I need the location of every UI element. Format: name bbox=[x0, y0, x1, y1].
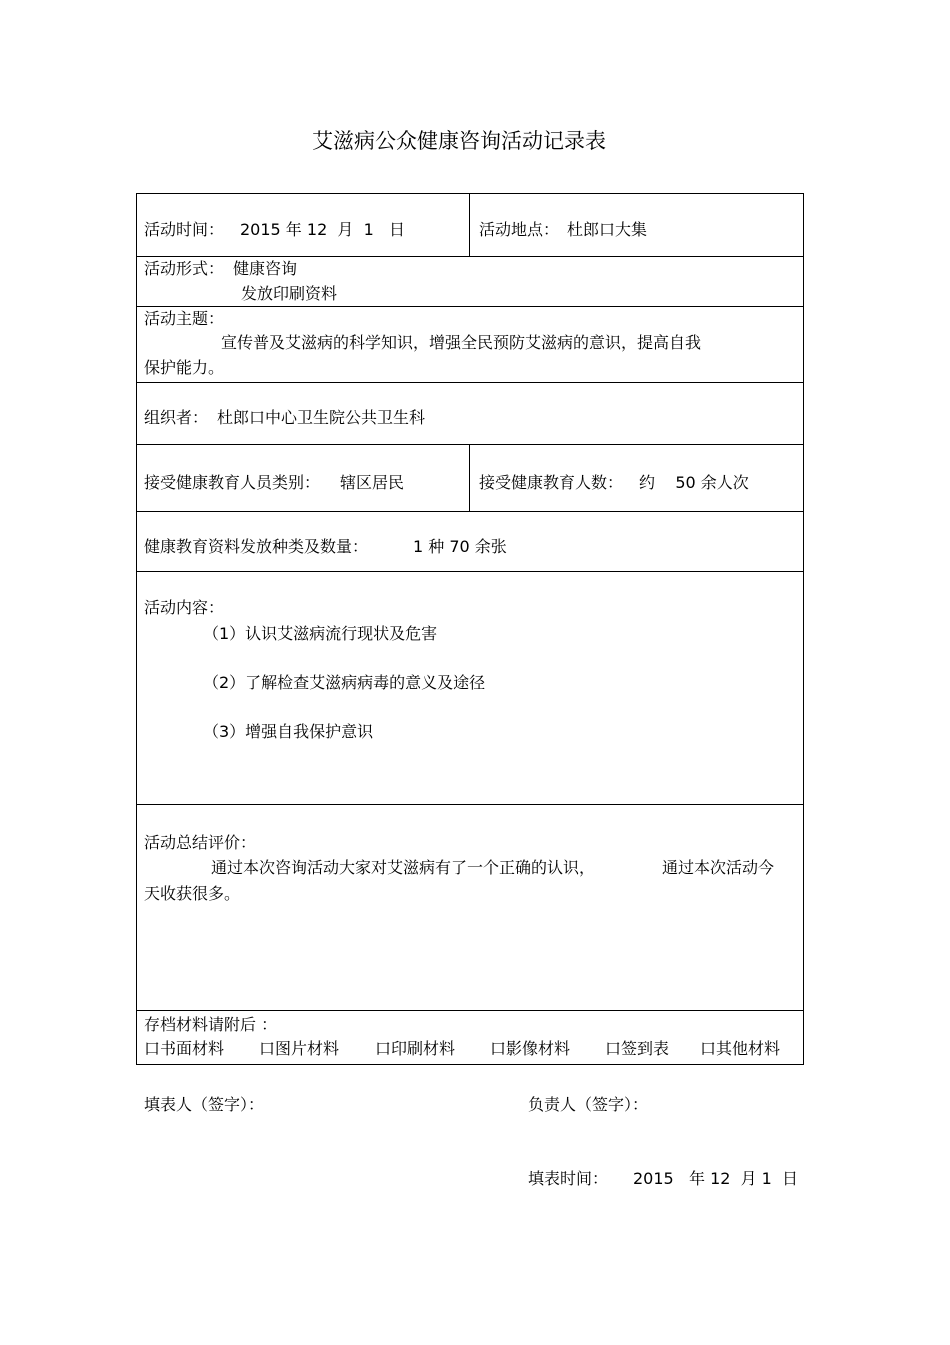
format-value-2[interactable]: 发放印刷资料 bbox=[241, 284, 338, 303]
format-label: 活动形式： bbox=[144, 259, 225, 278]
row-summary bbox=[137, 805, 803, 1011]
page-title: 艾滋病公众健康咨询活动记录表 bbox=[312, 129, 606, 153]
row-materials bbox=[137, 512, 803, 572]
archive-option-printed[interactable]: 口印刷材料 bbox=[375, 1039, 456, 1058]
row-archive bbox=[137, 1011, 803, 1065]
theme-text-line1: 宣传普及艾滋病的科学知识，增强全民预防艾滋病的意识，提高自我 bbox=[221, 333, 702, 352]
fill-date-label: 填表时间： bbox=[528, 1169, 609, 1188]
place-label: 活动地点： bbox=[479, 220, 560, 239]
format-value-1[interactable]: 健康咨询 bbox=[233, 259, 298, 278]
summary-text-line1b: 通过本次活动今 bbox=[662, 858, 775, 877]
theme-label: 活动主题： bbox=[144, 309, 225, 328]
audience-count-label: 接受健康教育人数： bbox=[479, 473, 624, 492]
materials-value[interactable]: 1 种 70 余张 bbox=[413, 537, 507, 556]
column-divider bbox=[469, 445, 470, 511]
archive-option-pictures[interactable]: 口图片材料 bbox=[259, 1039, 340, 1058]
organizer-label: 组织者： bbox=[144, 408, 209, 427]
materials-label: 健康教育资料发放种类及数量： bbox=[144, 537, 369, 556]
row-theme bbox=[137, 307, 803, 383]
record-form bbox=[136, 193, 804, 1065]
content-item-3: （3）增强自我保护意识 bbox=[203, 722, 374, 741]
content-label: 活动内容： bbox=[144, 598, 225, 617]
summary-text-line2: 天收获很多。 bbox=[144, 884, 241, 903]
content-item-2: （2）了解检查艾滋病病毒的意义及途径 bbox=[203, 673, 486, 692]
place-value[interactable]: 杜郎口大集 bbox=[567, 220, 648, 239]
time-label: 活动时间： bbox=[144, 220, 225, 239]
column-divider bbox=[469, 194, 470, 256]
organizer-value[interactable]: 杜郎口中心卫生院公共卫生科 bbox=[217, 408, 426, 427]
audience-value[interactable]: 辖区居民 bbox=[340, 473, 405, 492]
time-value[interactable]: 2015 年 12 月 1 日 bbox=[240, 220, 406, 239]
row-content bbox=[137, 572, 803, 805]
archive-option-written[interactable]: 口书面材料 bbox=[144, 1039, 225, 1058]
row-format bbox=[137, 257, 803, 307]
summary-label: 活动总结评价： bbox=[144, 833, 257, 852]
archive-option-signin[interactable]: 口签到表 bbox=[605, 1039, 670, 1058]
row-audience bbox=[137, 445, 803, 512]
row-time-place bbox=[137, 194, 803, 257]
archive-option-video[interactable]: 口影像材料 bbox=[490, 1039, 571, 1058]
fill-date-value[interactable]: 2015 年 12 月 1 日 bbox=[633, 1169, 799, 1188]
filler-signature-label: 填表人（签字）： bbox=[144, 1095, 265, 1114]
responsible-signature-label: 负责人（签字）： bbox=[528, 1095, 649, 1114]
content-item-1: （1）认识艾滋病流行现状及危害 bbox=[203, 624, 438, 643]
audience-count-value[interactable]: 约 50 余人次 bbox=[639, 473, 749, 492]
audience-label: 接受健康教育人员类别： bbox=[144, 473, 321, 492]
summary-text-line1: 通过本次咨询活动大家对艾滋病有了一个正确的认识， bbox=[211, 858, 596, 877]
archive-label: 存档材料请附后 ： bbox=[144, 1015, 278, 1034]
archive-option-other[interactable]: 口其他材料 bbox=[700, 1039, 781, 1058]
theme-text-line2: 保护能力。 bbox=[144, 358, 225, 377]
row-organizer bbox=[137, 383, 803, 445]
